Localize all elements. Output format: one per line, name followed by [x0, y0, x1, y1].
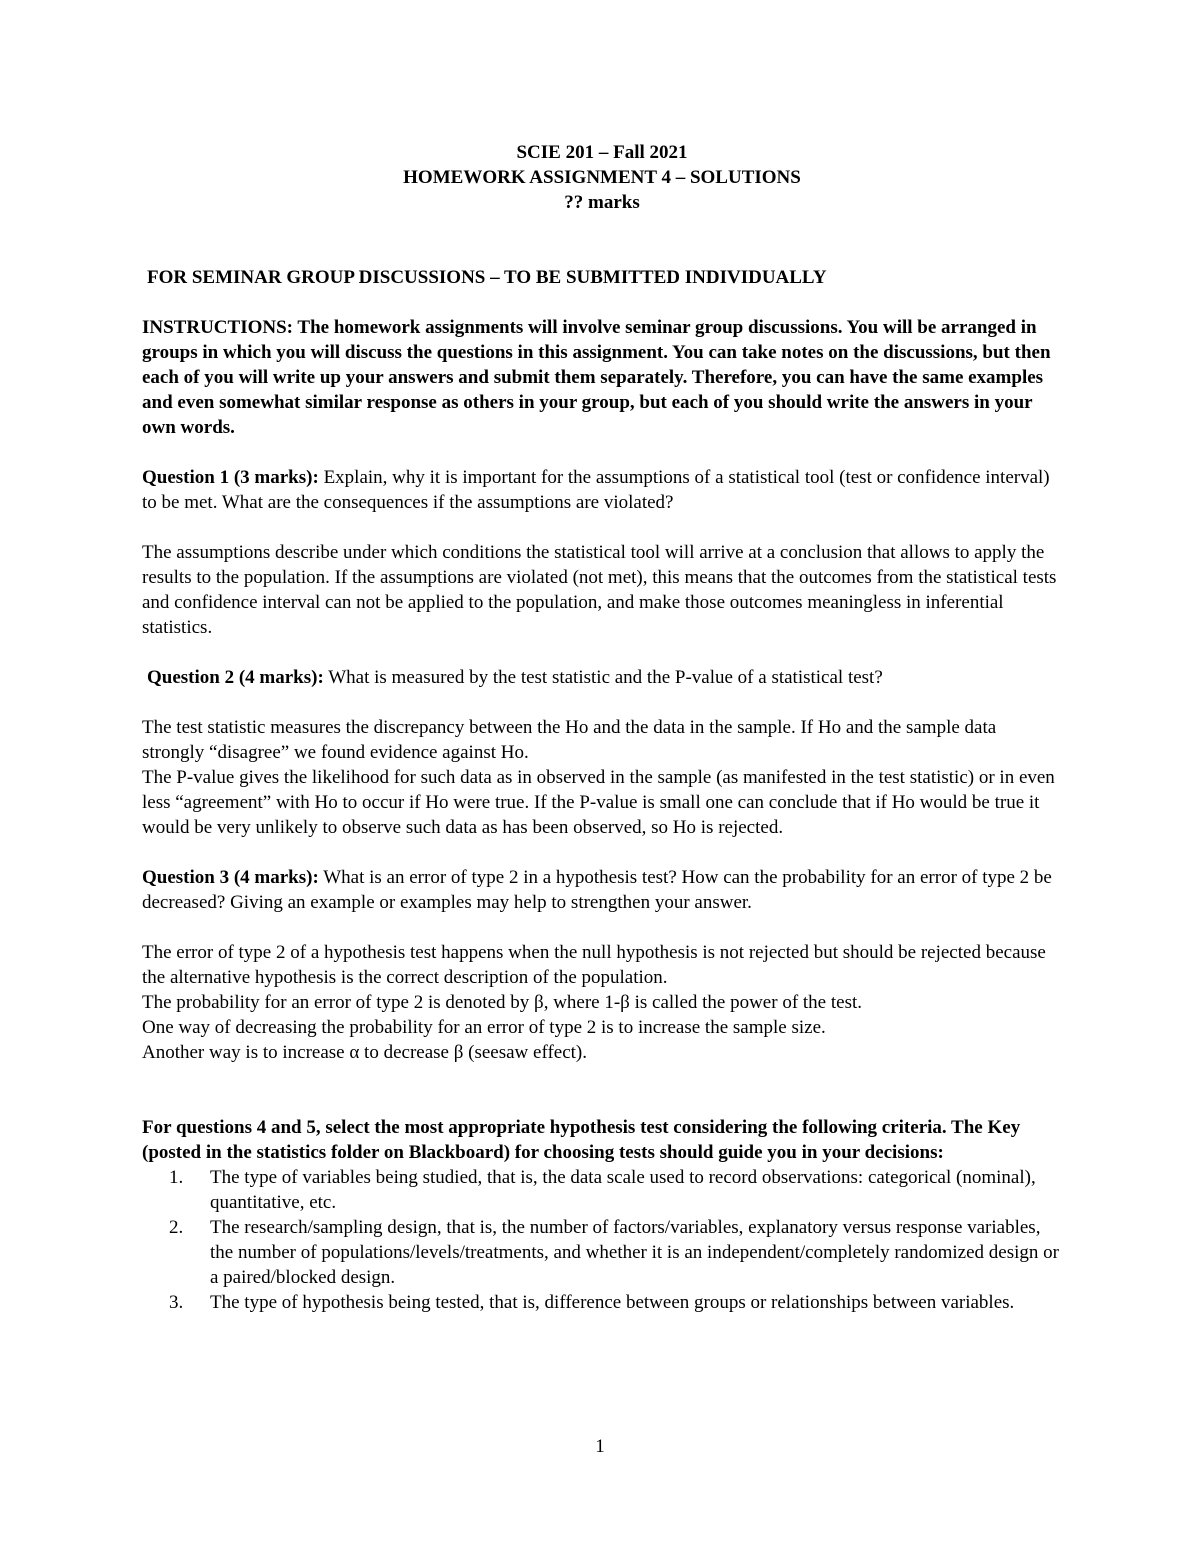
assignment-title: HOMEWORK ASSIGNMENT 4 – SOLUTIONS	[403, 167, 801, 188]
marks-line: ?? marks	[564, 192, 640, 213]
question-3-answer-1: The error of type 2 of a hypothesis test happens when the null hypothesis is not rejected but should be rejected because the alternative hypothesis is the correct description of the population.	[142, 942, 1046, 988]
page-number: 1	[595, 1436, 605, 1457]
document-page	[142, 140, 1062, 1315]
course-title: SCIE 201 – Fall 2021	[516, 142, 688, 163]
question-3-label: Question 3 (4 marks):	[142, 867, 319, 888]
question-3-text: What is an error of type 2 in a hypothesis test? How can the probability for an error of type 2 be decreased? Giving an example or examples may help to strengthen your answer.	[142, 867, 1052, 913]
instructions-paragraph	[142, 315, 1062, 440]
question-1-prompt	[142, 465, 1062, 515]
question-3-answer-3: One way of decreasing the probability for an error of type 2 is to increase the sample size.	[142, 1017, 826, 1038]
criteria-item: 3. The type of hypothesis being tested, that is, difference between groups or relationships between variables.	[188, 1290, 1062, 1315]
instructions-label: INSTRUCTIONS:	[142, 317, 293, 338]
instructions-text: The homework assignments will involve seminar group discussions. You will be arranged in groups in which you will discuss the questions in this assignment. You can take notes on the discussions, but then each of you will write up your answers and submit them separately. Therefore, you can have the same examples and even somewhat similar response as others in your group, but each of you should write the answers in your own words.	[142, 317, 1051, 438]
criteria-item: 1. The type of variables being studied, that is, the data scale used to record observations: categorical (nominal), quantitative, etc.	[188, 1165, 1062, 1215]
question-2-label: Question 2 (4 marks):	[147, 667, 324, 688]
question-1-answer: The assumptions describe under which conditions the statistical tool will arrive at a conclusion that allows to apply the results to the population. If the assumptions are violated (not met), this means that the outcomes from the statistical tests and confidence interval can not be applied to the population, and make those outcomes meaningless in inferential statistics.	[142, 542, 1057, 638]
criteria-list	[142, 1165, 1062, 1315]
question-2-answer-2: The P-value gives the likelihood for such data as in observed in the sample (as manifested in the test statistic) or in even less “agreement” with Ho to occur if Ho were true. If the P-value is small one can conclude that if Ho would be true it would be very unlikely to observe such data as has been observed, so Ho is rejected.	[142, 767, 1055, 838]
document-header	[142, 140, 1062, 215]
question-2-text: What is measured by the test statistic and the P-value of a statistical test?	[328, 667, 883, 688]
question-3-prompt	[142, 865, 1062, 915]
question-2-answer-1: The test statistic measures the discrepancy between the Ho and the data in the sample. If Ho and the sample data strongly “disagree” we found evidence against Ho.	[142, 717, 997, 763]
criteria-item: 2. The research/sampling design, that is, the number of factors/variables, explanatory versus response variables, the number of populations/levels/treatments, and whether it is an independent/completely randomized design or a paired/blocked design.	[188, 1215, 1062, 1290]
question-1-label: Question 1 (3 marks):	[142, 467, 319, 488]
question-2-prompt	[142, 665, 1062, 690]
question-1-text: Explain, why it is important for the assumptions of a statistical tool (test or confidence interval) to be met. What are the consequences if the assumptions are violated?	[142, 467, 1050, 513]
criteria-intro: For questions 4 and 5, select the most appropriate hypothesis test considering the following criteria. The Key (posted in the statistics folder on Blackboard) for choosing tests should guide you in your decisions:	[142, 1117, 1021, 1163]
question-3-answer-4: Another way is to increase α to decrease β (seesaw effect).	[142, 1042, 587, 1063]
question-3-answer-2: The probability for an error of type 2 is denoted by β, where 1-β is called the power of the test.	[142, 992, 862, 1013]
subtitle: FOR SEMINAR GROUP DISCUSSIONS – TO BE SUBMITTED INDIVIDUALLY	[147, 267, 827, 288]
